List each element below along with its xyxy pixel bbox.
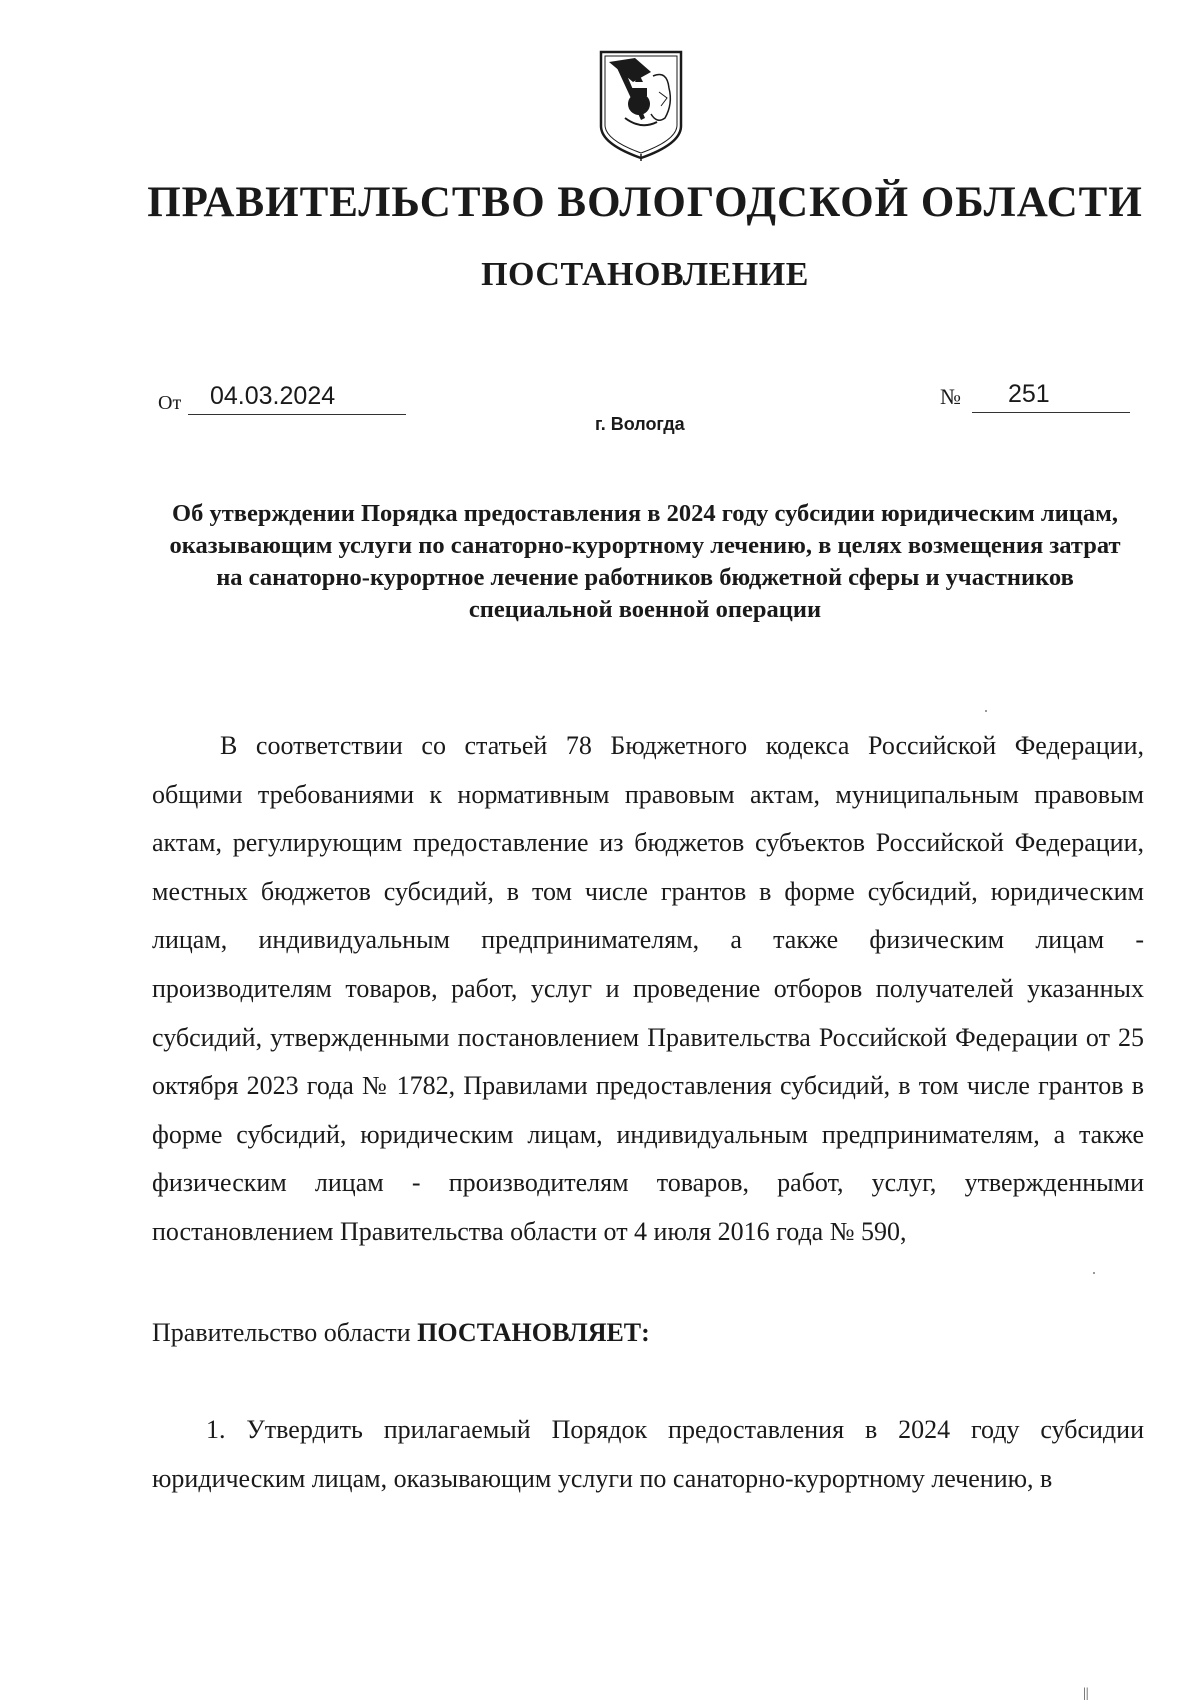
organization-title: ПРАВИТЕЛЬСТВО ВОЛОГОДСКОЙ ОБЛАСТИ <box>147 179 1143 226</box>
scan-mark: || <box>1083 1686 1089 1701</box>
coat-of-arms-icon <box>595 48 687 163</box>
document-subject: Об утверждении Порядка предоставления в 2024 году субсидии юридическим лицам, оказывающим услуги по санаторно-курортному лечению, в целях возмещения затрат на санаторно-курортное лечение работников бюджетной сферы и участников специальной военной операции <box>169 500 1121 623</box>
scan-speck <box>1093 1272 1095 1274</box>
clause-1-paragraph: 1. Утвердить прилагаемый Порядок предоставления в 2024 году субсидии юридическим лицам, оказывающим услуги по санаторно-курортному лечению, в <box>152 1415 1144 1493</box>
number-label: № <box>940 384 961 409</box>
document-number: 251 <box>972 378 1130 413</box>
document-type: ПОСТАНОВЛЕНИЕ <box>481 256 809 293</box>
scan-speck <box>985 710 987 712</box>
city-label: г. Вологда <box>595 414 685 434</box>
document-date: 04.03.2024 <box>188 380 406 415</box>
resolution-line <box>152 1309 1144 1358</box>
preamble-paragraph: В соответствии со статьей 78 Бюджетного кодекса Российской Федерации, общими требованиями к нормативным правовым актам, муниципальным правовым актам, регулирующим предоставление из бюджетов субъектов Российской Федерации, местных бюджетов субсидий, в том числе грантов в форме субсидий, юридическим лицам, индивидуальным предпринимателям, а также физическим лицам - производителям товаров, работ, услуг и проведение отборов получателей указанных субсидий, утвержденными постановлением Правительства Российской Федерации от 25 октября 2023 года № 1782, Правилами предоставления субсидий, в том числе грантов в форме субсидий, юридическим лицам, индивидуальным предпринимателям, а также физическим лицам - производителям товаров, работ, услуг, утвержденными постановлением Правительства области от 4 июля 2016 года № 590, <box>152 731 1144 1246</box>
date-label: От <box>158 392 182 414</box>
resolution-keyword: ПОСТАНОВЛЯЕТ: <box>417 1318 650 1347</box>
resolution-prefix: Правительство области <box>152 1318 418 1347</box>
